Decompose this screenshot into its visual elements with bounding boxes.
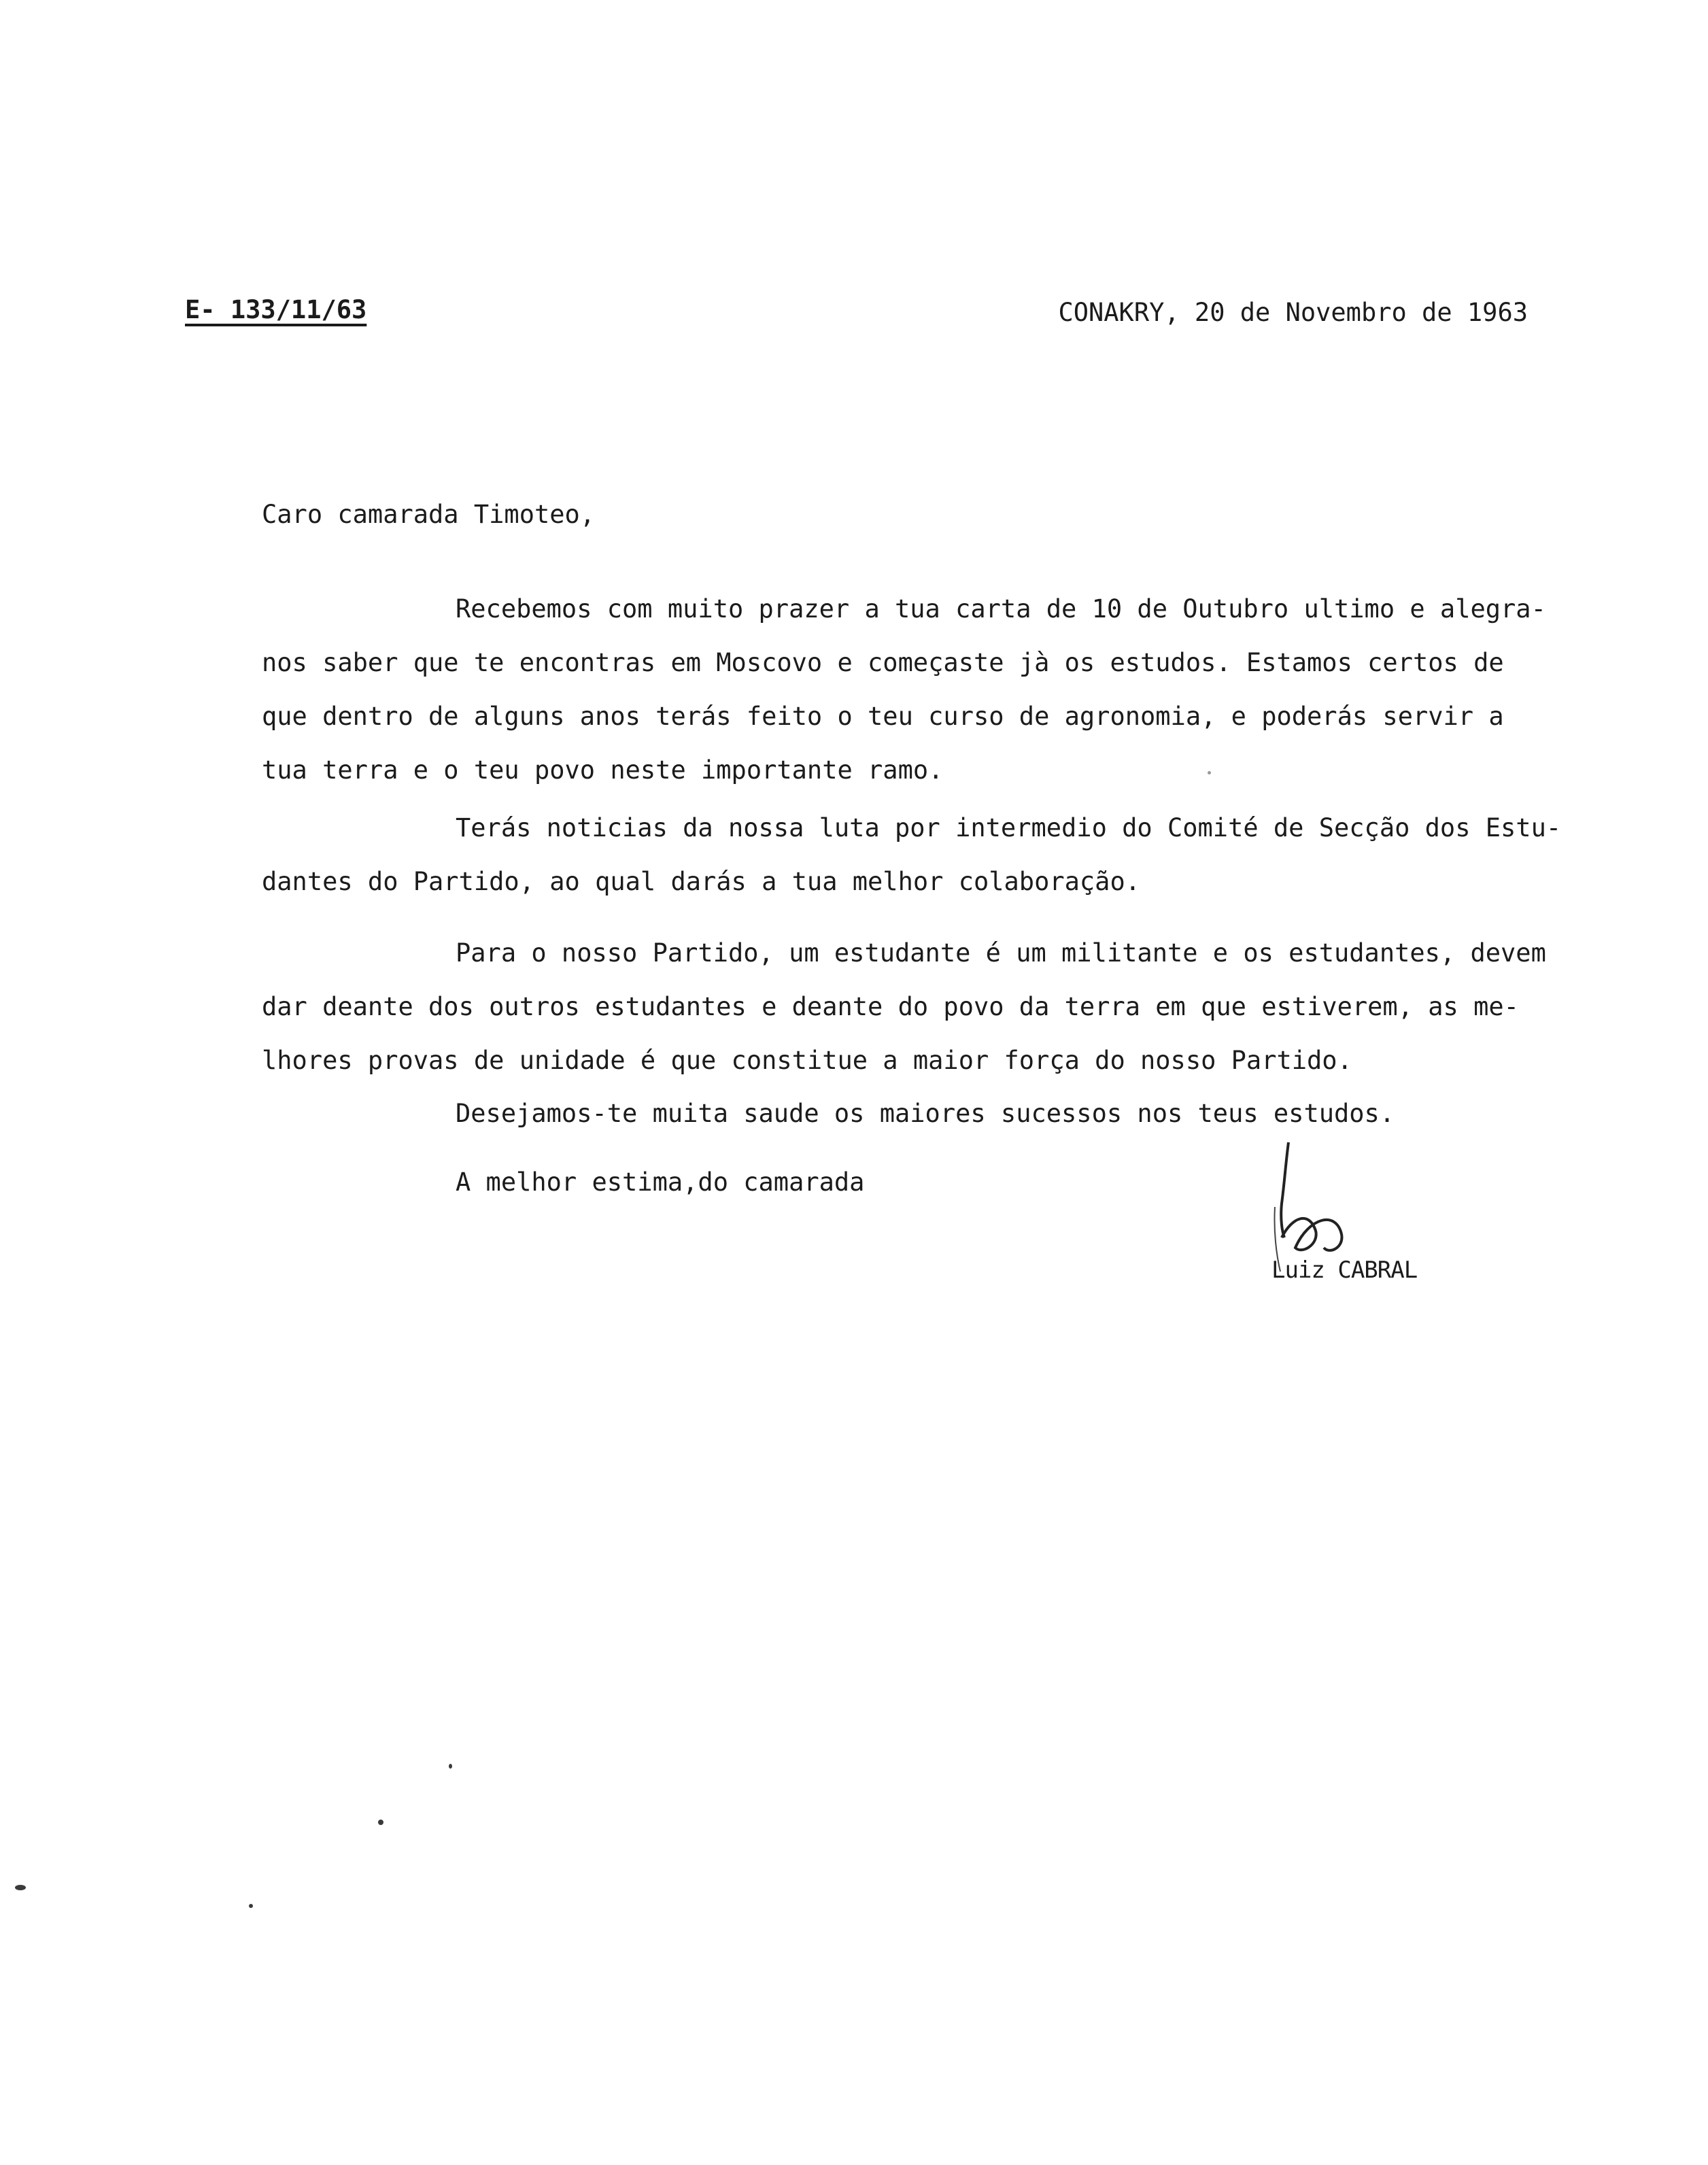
signatory-name: Luiz CABRAL	[1271, 1257, 1418, 1284]
paragraph-line: que dentro de alguns anos terás feito o teu curso de agronomia, e poderás servir a	[262, 702, 1504, 731]
paragraph-line: tua terra e o teu povo neste importante ramo.	[262, 755, 944, 785]
paper-speck	[378, 1820, 383, 1825]
paper-speck	[249, 1904, 253, 1908]
paragraph-line: nos saber que te encontras em Moscovo e começaste jà os estudos. Estamos certos de	[262, 648, 1504, 677]
paragraph-line: Para o nosso Partido, um estudante é um militante e os estudantes, devem	[456, 938, 1546, 968]
paragraph-line: dantes do Partido, ao qual darás a tua melhor colaboração.	[262, 867, 1141, 896]
paper-speck	[1208, 771, 1211, 774]
paragraph-2	[262, 801, 1605, 908]
paragraph-line: Recebemos com muito prazer a tua carta de 10 de Outubro ultimo e alegra-	[456, 594, 1546, 624]
reference-number: E- 133/11/63	[185, 295, 367, 324]
paragraph-line: dar deante dos outros estudantes e deante do povo da terra em que estiverem, as me-	[262, 992, 1519, 1021]
paragraph-line: Terás noticias da nossa luta por intermedio do Comité de Secção dos Estu-	[456, 813, 1562, 842]
salutation: Caro camarada Timoteo,	[262, 500, 596, 529]
dateline: CONAKRY, 20 de Novembro de 1963	[1058, 298, 1528, 327]
paragraph-1	[262, 582, 1605, 797]
paper-speck	[449, 1764, 452, 1769]
paragraph-line: lhores provas de unidade é que constitue a maior força do nosso Partido.	[262, 1046, 1352, 1075]
closing-regards: A melhor estima,do camarada	[456, 1167, 865, 1197]
paragraph-3	[262, 926, 1605, 1087]
closing-wishes: Desejamos-te muita saude os maiores sucessos nos teus estudos.	[456, 1099, 1395, 1128]
paper-speck	[15, 1885, 26, 1890]
